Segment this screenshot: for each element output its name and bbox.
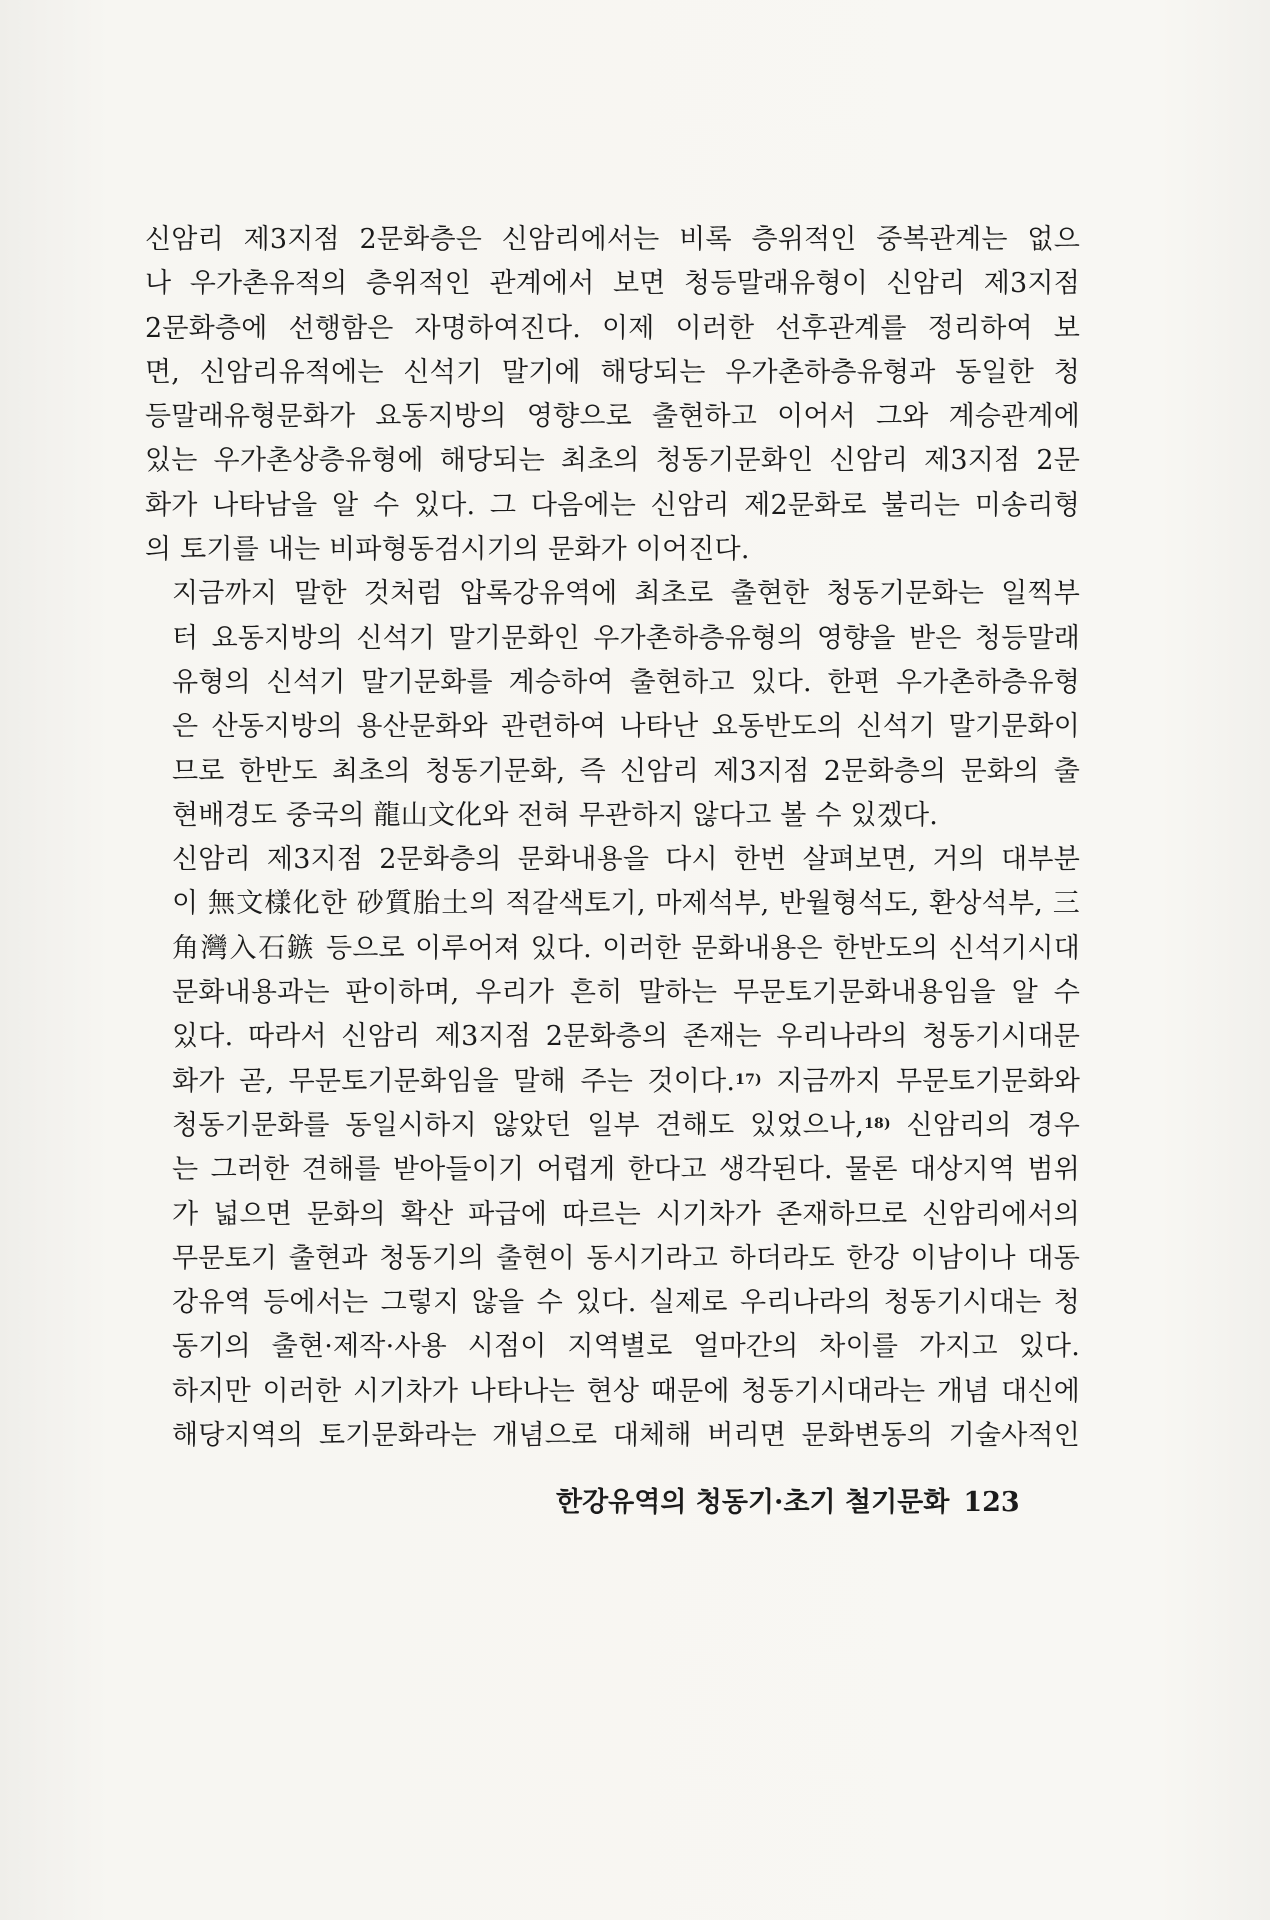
text-line: 가 넓으면 문화의 확산 파급에 따르는 시기차가 존재하므로 신암리에서의 xyxy=(172,1198,1080,1230)
text-line: 나 우가촌유적의 층위적인 관계에서 보면 청등말래유형이 신암리 제3지점 xyxy=(145,268,1080,300)
text-line: 신암리 제3지점 2문화층은 신암리에서는 비록 층위적인 중복관계는 없으 xyxy=(145,224,1080,255)
text-line: 터 요동지방의 신석기 말기문화인 우가촌하층유형의 영향을 받은 청등말래 xyxy=(172,622,1080,654)
text-segment: 화가 곧, 무문토기문화임을 말해 주는 것이다. xyxy=(172,1065,736,1097)
text-line-with-footnote xyxy=(145,1060,1080,1104)
text-line: 유형의 신석기 말기문화를 계승하여 출현하고 있다. 한편 우가촌하층유형 xyxy=(172,666,1080,698)
footnote-ref-18: 18) xyxy=(864,1115,891,1132)
text-line: 지금까지 말한 것처럼 압록강유역에 최초로 출현한 청동기문화는 일찍부 xyxy=(172,578,1080,610)
text-line: 있다. 따라서 신암리 제3지점 2문화층의 존재는 우리나라의 청동기시대문 xyxy=(172,1021,1080,1053)
footer-title: 한강유역의 청동기·초기 철기문화 xyxy=(556,1487,950,1518)
paragraph-2 xyxy=(145,572,1080,838)
text-segment: 신암리의 경우 xyxy=(890,1109,1080,1141)
page-number: 123 xyxy=(963,1487,1020,1518)
text-line-with-footnote xyxy=(145,1104,1080,1148)
text-line: 이 無文樣化한 砂質胎土의 적갈색토기, 마제석부, 반월형석도, 환상석부, 三 xyxy=(172,888,1080,920)
text-line: 화가 나타남을 알 수 있다. 그 다음에는 신암리 제2문화로 불리는 미송리형 xyxy=(145,489,1080,521)
text-line: 면, 신암리유적에는 신석기 말기에 해당되는 우가촌하층유형과 동일한 청 xyxy=(145,356,1080,388)
text-line: 2문화층에 선행함은 자명하여진다. 이제 이러한 선후관계를 정리하여 보 xyxy=(145,312,1080,344)
text-line: 는 그러한 견해를 받아들이기 어렵게 한다고 생각된다. 물론 대상지역 범위 xyxy=(172,1154,1080,1186)
text-line: 신암리 제3지점 2문화층의 문화내용을 다시 한번 살펴보면, 거의 대부분 xyxy=(172,844,1080,876)
text-line: 角灣入石鏃 등으로 이루어져 있다. 이러한 문화내용은 한반도의 신석기시대 xyxy=(172,932,1080,964)
body-text xyxy=(145,218,1080,1458)
text-line: 있는 우가촌상층유형에 해당되는 최초의 청동기문화인 신암리 제3지점 2문 xyxy=(145,445,1080,477)
text-line: 하지만 이러한 시기차가 나타나는 현상 때문에 청동기시대라는 개념 대신에 xyxy=(172,1375,1080,1407)
footnote-ref-17: 17) xyxy=(735,1071,762,1088)
text-line: 므로 한반도 최초의 청동기문화, 즉 신암리 제3지점 2문화층의 문화의 출 xyxy=(172,755,1080,787)
text-line: 해당지역의 토기문화라는 개념으로 대체해 버리면 문화변동의 기술사적인 xyxy=(172,1420,1080,1452)
paragraph-1 xyxy=(145,218,1080,572)
text-line: 강유역 등에서는 그렇지 않을 수 있다. 실제로 우리나라의 청동기시대는 청 xyxy=(172,1287,1080,1319)
text-line: 의 토기를 내는 비파형동검시기의 문화가 이어진다. xyxy=(145,534,750,566)
text-line: 문화내용과는 판이하며, 우리가 흔히 말하는 무문토기문화내용임을 알 수 xyxy=(172,977,1080,1009)
text-line: 등말래유형문화가 요동지방의 영향으로 출현하고 이어서 그와 계승관계에 xyxy=(145,401,1080,433)
text-segment: 지금까지 무문토기문화와 xyxy=(761,1065,1080,1097)
text-line: 동기의 출현·제작·사용 시점이 지역별로 얼마간의 차이를 가지고 있다. xyxy=(172,1331,1080,1363)
paragraph-3 xyxy=(145,838,1080,1458)
text-segment: 청동기문화를 동일시하지 않았던 일부 견해도 있었으나, xyxy=(172,1109,865,1141)
text-line: 무문토기 출현과 청동기의 출현이 동시기라고 하더라도 한강 이남이나 대동 xyxy=(172,1242,1080,1274)
text-line: 은 산동지방의 용산문화와 관련하여 나타난 요동반도의 신석기 말기문화이 xyxy=(172,711,1080,743)
running-footer xyxy=(556,1480,1020,1519)
text-line: 현배경도 중국의 龍山文化와 전혀 무관하지 않다고 볼 수 있겠다. xyxy=(172,799,939,831)
